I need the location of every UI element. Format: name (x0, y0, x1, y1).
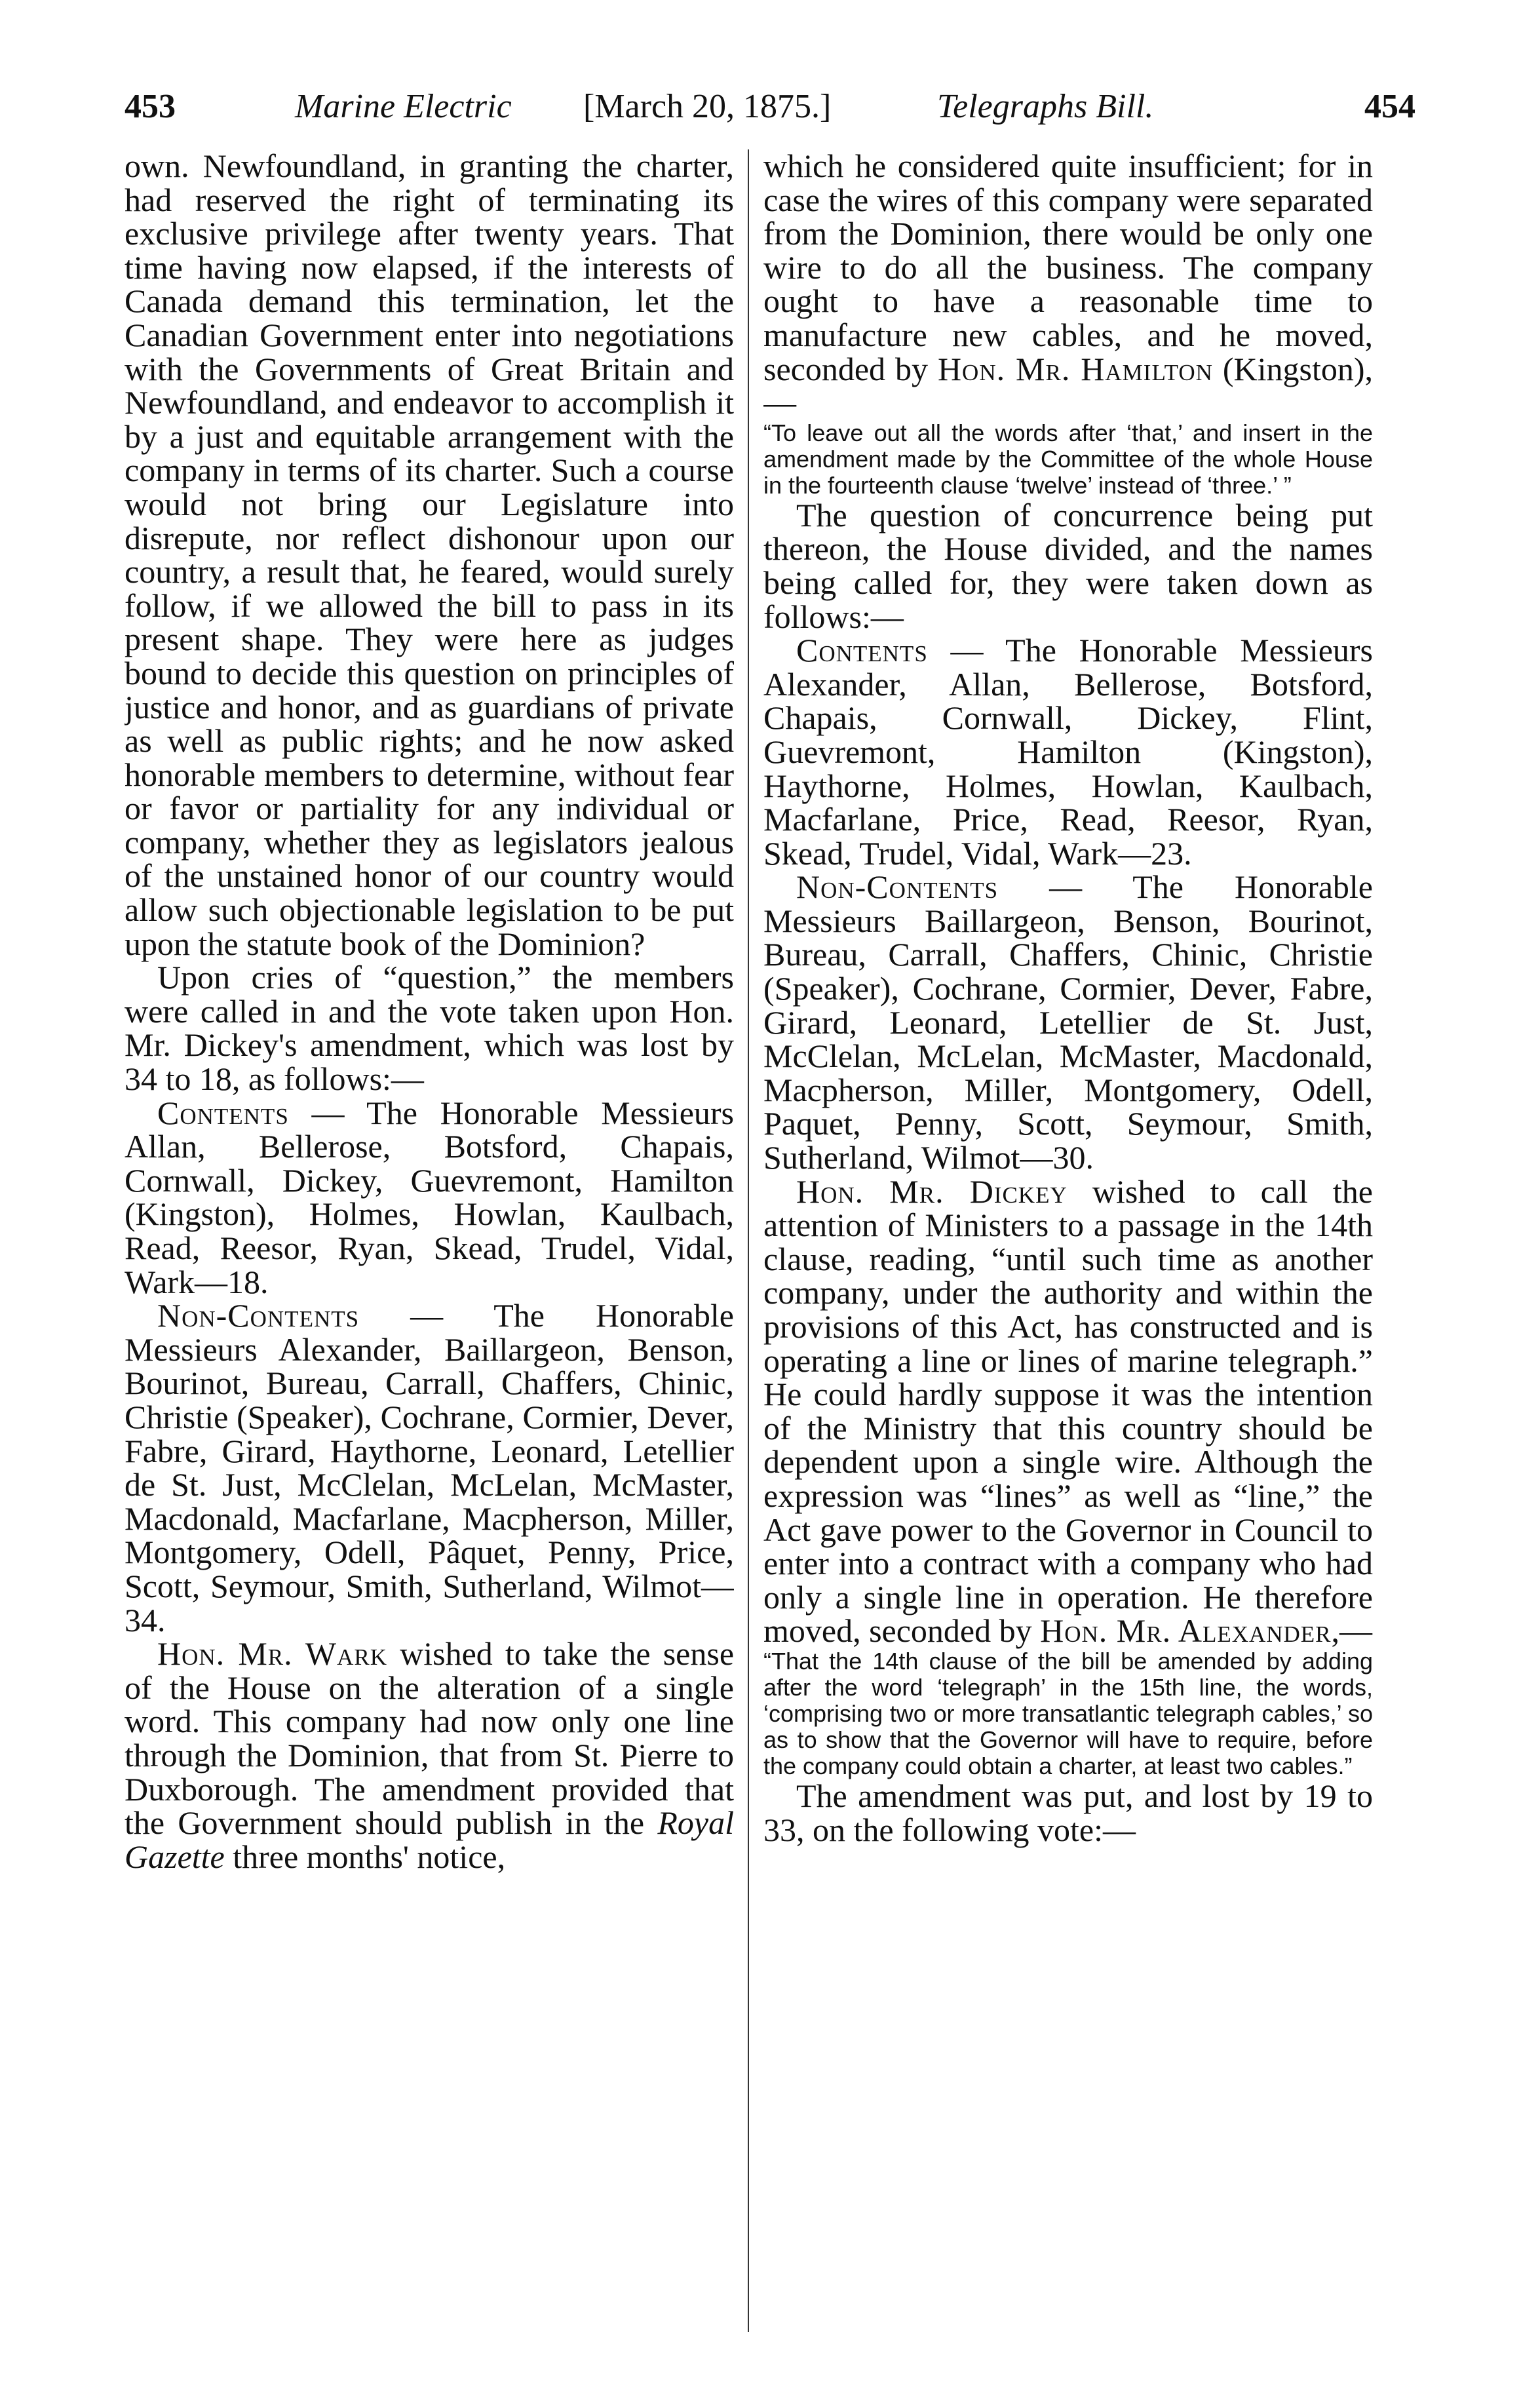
seconder-name: Hon. Mr. Alexander (1040, 1612, 1332, 1650)
speech-text: (Kingston),— (763, 350, 1373, 421)
vote-contents (125, 1096, 734, 1300)
contents-label: Contents (796, 632, 928, 669)
page-header (125, 84, 1415, 130)
contents-names: — The Honorable Messieurs Allan, Bellerose, Botsford, Chapais, Cornwall, Dickey, Guevremont, Hamilton (Kingston), Holmes, Howlan, Kaulbach, Read, Reesor, Ryan, Skead, Trudel, Vidal, Wark—18. (125, 1094, 734, 1300)
paragraph (125, 1637, 734, 1874)
amendment-quote: “That the 14th clause of the bill be amended by adding after the word ‘telegraph’ in the 15th line, the words, ‘comprising two or more transatlantic telegraph cables,’ so as to show that the Governor will have to require, before the company could obtain a charter, at least two cables.” (763, 1647, 1373, 1779)
left-column (125, 149, 734, 2332)
vote-contents (763, 634, 1373, 870)
speech-text: ,— (1331, 1612, 1373, 1650)
column-divider (748, 149, 749, 2332)
speech-text: wished to take the sense of the House on the alteration of a single word. This company had now only one line through the Dominion, that from St. Pierre to Duxborough. The amendment provided that the Government should publish in the (125, 1635, 734, 1842)
left-running-title: Marine Electric (295, 88, 512, 125)
speech-text: three months' notice, (233, 1838, 506, 1875)
non-contents-label: Non-Contents (157, 1297, 360, 1334)
contents-names: — The Honorable Messieurs Alexander, Allan, Bellerose, Botsford, Chapais, Cornwall, Dickey, Flint, Guevremont, Hamilton (Kingston), Haythorne, Holmes, Howlan, Kaulbach, Macfarlane, Price, Read, Reesor, Ryan, Skead, Trudel, Vidal, Wark—23. (763, 632, 1373, 872)
motion-quote: “To leave out all the words after ‘that,’ and insert in the amendment made by the Committee of the whole House in the fourteenth clause ‘twelve’ instead of ‘three.’ ” (763, 419, 1373, 499)
non-contents-names: — The Honorable Messieurs Alexander, Baillargeon, Benson, Bourinot, Bureau, Carrall, Chaffers, Chinic, Christie (Speaker), Cochrane, Cormier, Dever, Fabre, Girard, Haythorne, Leonard, Letellier de St. Just, McClelan, McLelan, McMaster, Macdonald, Macfarlane, Macpherson, Miller, Montgomery, Odell, Pâquet, Penny, Price, Scott, Seymour, Smith, Sutherland, Wilmot—34. (125, 1297, 734, 1638)
speech-text: wished to call the attention of Ministers to a passage in the 14th clause, reading, “until such time as another company, under the authority and within the provisions of this Act, has constructed and is operating a line or lines of marine telegraph.” He could hardly suppose it was the intention of the Ministry that this country should be dependent upon a single wire. Although the expression was “lines” as well as “line,” the Act gave power to the Governor in Council to enter into a contract with a company who had only a single line in operation. He therefore moved, seconded by (763, 1172, 1373, 1650)
paragraph (763, 149, 1373, 420)
non-contents-names: — The Honorable Messieurs Baillargeon, Benson, Bourinot, Bureau, Carrall, Chaffers, Chinic, Christie (Speaker), Cochrane, Cormier, Dever, Fabre, Girard, Leonard, Letellier de St. Just, McClelan, McLelan, McMaster, Macdonald, Macpherson, Miller, Montgomery, Odell, Paquet, Penny, Scott, Seymour, Smith, Sutherland, Wilmot—30. (763, 868, 1373, 1176)
vote-non-contents (763, 870, 1373, 1174)
right-page-number: 454 (1364, 88, 1415, 125)
contents-label: Contents (157, 1094, 289, 1131)
publication-title: Royal Gazette (125, 1804, 734, 1875)
paragraph: The amendment was put, and lost by 19 to 33, on the following vote:— (763, 1777, 1373, 1848)
paragraph: own. Newfoundland, in granting the charter, had reserved the right of terminating its exclusive privilege after twenty years. That time having now elapsed, if the interests of Canada demand this termination, let the Canadian Government enter into negotiations with the Governments of Great Britain and Newfoundland, and endeavor to accomplish it by a just and equitable arrangement with the company in terms of its charter. Such a course would not bring our Legislature into disrepute, nor reflect dishonour upon our country, a result that, he feared, would surely follow, if we allowed the bill to pass in its present shape. They were here as judges bound to decide this question on principles of justice and honor, and as guardians of private as well as public rights; and he now asked honorable members to determine, without fear or favor or partiality for any individual or company, whether they as legislators jealous of the unstained honor of our country would allow such objectionable legislation to be put upon the statute book of the Dominion? (125, 149, 734, 962)
seconder-name: Hon. Mr. Hamilton (937, 350, 1213, 387)
speech-text: which he considered quite insufficient; for in case the wires of this company were separated from the Dominion, there would be only one wire to do all the business. The company ought to have a reasonable time to manufacture new cables, and he moved, seconded by (763, 149, 1373, 387)
non-contents-label: Non-Contents (796, 868, 999, 906)
right-running-title: Telegraphs Bill. (937, 88, 1154, 125)
right-column (763, 149, 1373, 2332)
speaker-name: Hon. Mr. Wark (157, 1635, 387, 1673)
paragraph: Upon cries of “question,” the members were called in and the vote taken upon Hon. Mr. Dickey's amendment, which was lost by 34 to 18, as follows:— (125, 959, 734, 1098)
paragraph (763, 1172, 1373, 1650)
running-date: [March 20, 1875.] (583, 88, 832, 125)
vote-non-contents (125, 1299, 734, 1637)
speaker-name: Hon. Mr. Dickey (796, 1172, 1068, 1210)
paragraph: The question of concurrence being put thereon, the House divided, and the names being called for, they were taken down as follows:— (763, 496, 1373, 635)
left-page-number: 453 (125, 88, 176, 125)
